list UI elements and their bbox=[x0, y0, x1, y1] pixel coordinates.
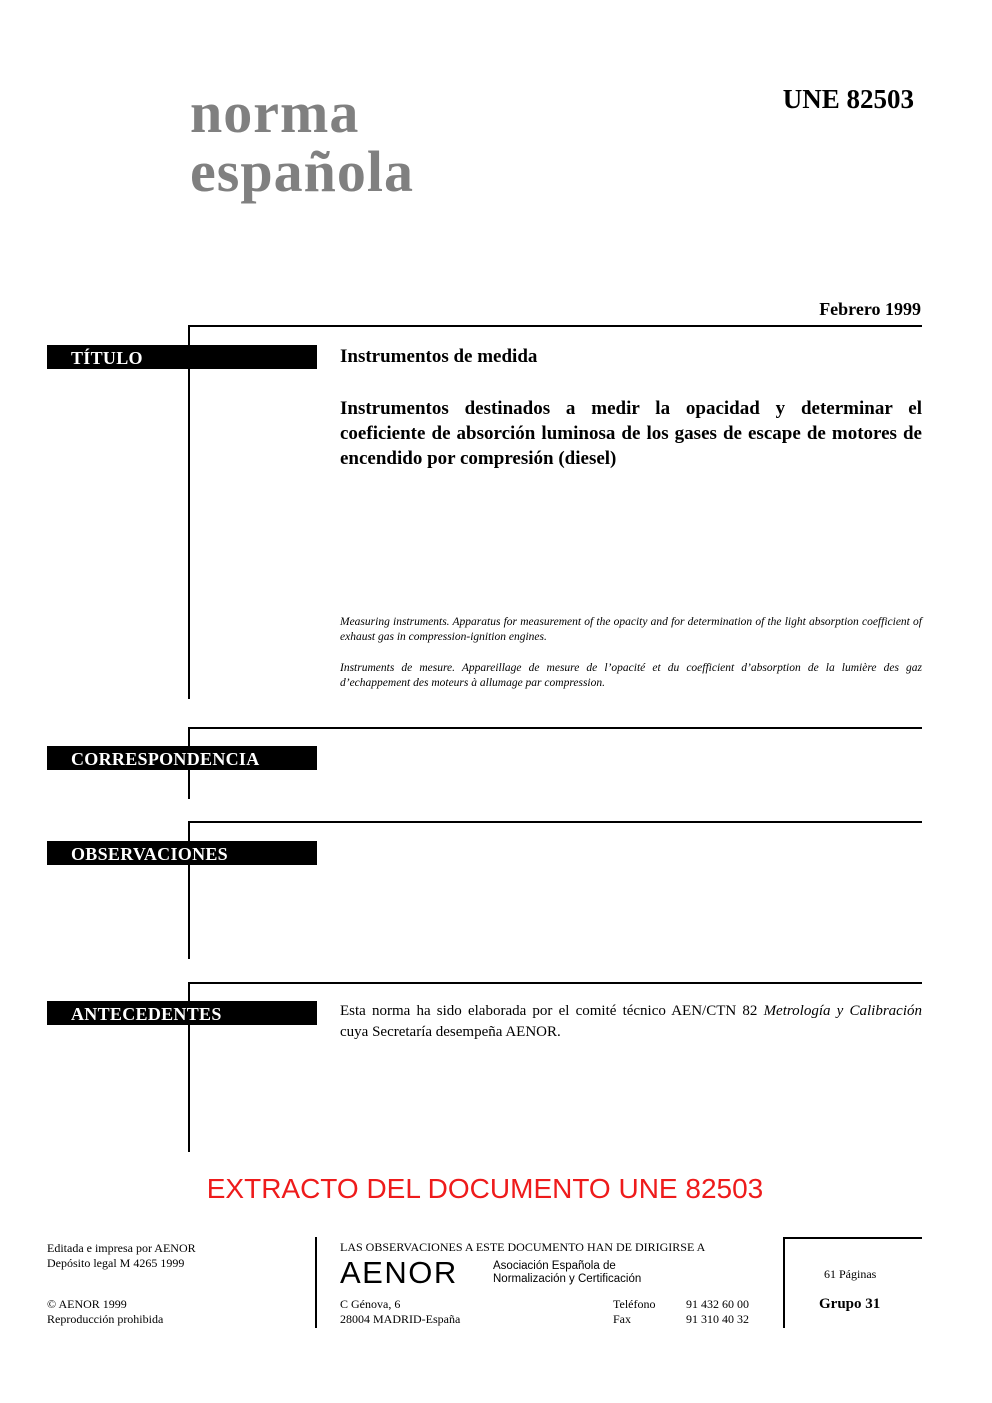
series-title-line2: española bbox=[190, 139, 414, 204]
extract-watermark: EXTRACTO DEL DOCUMENTO UNE 82503 bbox=[206, 1173, 764, 1204]
observaciones-divider bbox=[188, 821, 922, 823]
antecedentes-committee-name: Metrología y Calibración bbox=[763, 1003, 922, 1019]
footer-divider-left bbox=[315, 1237, 317, 1328]
antecedentes-text-end: cuya Secretaría desempeña AENOR. bbox=[340, 1024, 561, 1040]
footer-deposit: Depósito legal M 4265 1999 bbox=[47, 1256, 185, 1270]
antecedentes-text bbox=[340, 1001, 922, 1043]
footer-divider-right bbox=[783, 1237, 785, 1328]
footer-address-line2: 28004 MADRID-España bbox=[340, 1312, 461, 1326]
title-subtitle: Instrumentos destinados a medir la opacidad y determinar el coeficiente de absorción luminosa de los gases de escape de motores de encendido por compresión (diesel) bbox=[340, 398, 922, 469]
publication-date: Febrero 1999 bbox=[819, 299, 921, 319]
footer-page-count: 61 Páginas bbox=[824, 1267, 877, 1281]
titulo-label: TÍTULO bbox=[47, 345, 317, 369]
antecedentes-divider bbox=[188, 982, 922, 984]
standard-code: UNE 82503 bbox=[782, 84, 914, 114]
footer-address-line1: C Génova, 6 bbox=[340, 1297, 401, 1311]
footer-edited: Editada e impresa por AENOR bbox=[47, 1241, 196, 1255]
antecedentes-text-start: Esta norma ha sido elaborada por el comité técnico AEN/CTN 82 bbox=[340, 1003, 764, 1019]
footer-fax-label: Fax bbox=[613, 1312, 631, 1326]
title-main: Instrumentos de medida bbox=[340, 346, 538, 367]
antecedentes-label: ANTECEDENTES bbox=[47, 1001, 317, 1025]
aenor-logo: AENOR bbox=[340, 1255, 458, 1290]
footer-phone-value: 91 432 60 00 bbox=[686, 1297, 749, 1311]
correspondencia-divider bbox=[188, 727, 922, 729]
footer-fax-value: 91 310 40 32 bbox=[686, 1312, 749, 1326]
footer-box-top bbox=[783, 1237, 922, 1239]
footer-copyright: © AENOR 1999 bbox=[47, 1297, 127, 1311]
series-title-line1: norma bbox=[190, 80, 360, 145]
title-english: Measuring instruments. Apparatus for measurement of the opacity and for determination of the light absorption coefficient of exhaust gas in compression-ignition engines. bbox=[340, 616, 922, 643]
footer-observations-heading: LAS OBSERVACIONES A ESTE DOCUMENTO HAN DE DIRIGIRSE A bbox=[340, 1240, 706, 1254]
footer-group: Grupo 31 bbox=[819, 1296, 881, 1312]
correspondencia-label: CORRESPONDENCIA bbox=[47, 746, 317, 770]
footer-phone-label: Teléfono bbox=[613, 1297, 656, 1311]
aenor-name-line1: Asociación Española de bbox=[493, 1260, 616, 1272]
aenor-name-line2: Normalización y Certificación bbox=[493, 1273, 642, 1285]
observaciones-label: OBSERVACIONES bbox=[47, 841, 317, 865]
footer-reproduction: Reproducción prohibida bbox=[47, 1312, 164, 1326]
titulo-divider bbox=[188, 325, 922, 327]
titulo-margin-line bbox=[188, 325, 190, 699]
title-french: Instruments de mesure. Appareillage de mesure de l’opacité et du coefficient d’absorption de la lumière des gaz d’echappement des moteurs à allumage par compression. bbox=[340, 662, 922, 689]
